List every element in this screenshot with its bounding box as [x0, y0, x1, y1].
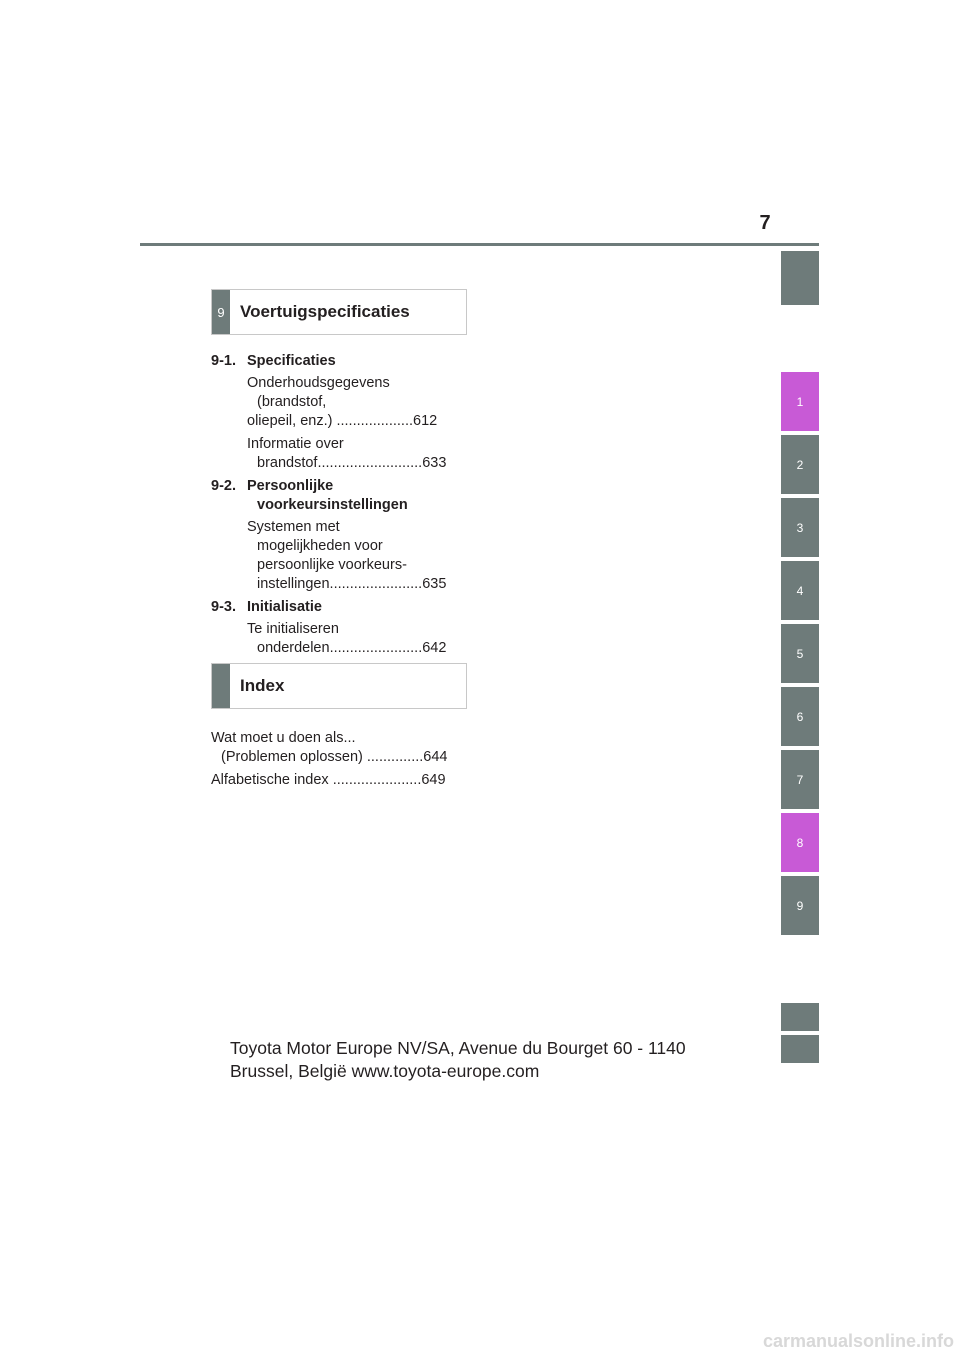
chapter-tab-blank-1[interactable]: [781, 1003, 819, 1031]
toc-entry-problemen[interactable]: Wat moet u doen als... (Problemen oplossen) ..............644: [211, 730, 448, 765]
subsection-9-1[interactable]: 9-1. Specificaties: [211, 353, 336, 369]
index-marker: [212, 664, 230, 708]
index-header[interactable]: [211, 663, 467, 709]
chapter-tab-8[interactable]: 8: [781, 813, 819, 872]
toc-entry-initialiseren[interactable]: Te initialiseren onderdelen.......................642: [247, 621, 447, 656]
toc-entry-alfabetische-index[interactable]: Alfabetische index ......................649: [211, 772, 446, 788]
chapter-tab-2[interactable]: 2: [781, 435, 819, 494]
chapter-tab-6[interactable]: 6: [781, 687, 819, 746]
chapter-tab-blank-top[interactable]: [781, 251, 819, 305]
index-title: Index: [240, 676, 285, 695]
footer-line-1: Toyota Motor Europe NV/SA, Avenue du Bourget 60 - 1140: [230, 1038, 686, 1058]
subsection-9-2[interactable]: 9-2. Persoonlijke: [211, 478, 334, 494]
subsection-9-2-title-cont: voorkeursinstellingen: [257, 497, 408, 513]
section-9-toc: [211, 352, 471, 658]
header-rule: [140, 243, 819, 246]
chapter-tab-blank-2[interactable]: [781, 1035, 819, 1063]
chapter-tab-9[interactable]: 9: [781, 876, 819, 935]
chapter-tab-1[interactable]: 1: [781, 372, 819, 431]
toc-entry-onderhoudsgegevens[interactable]: Onderhoudsgegevens (brandstof, oliepeil, enz.) ...................612: [247, 375, 438, 429]
subsection-9-3[interactable]: 9-3. Initialisatie: [211, 599, 322, 615]
footer-line-2: Brussel, België www.toyota-europe.com: [230, 1061, 540, 1081]
chapter-tab-5[interactable]: 5: [781, 624, 819, 683]
page-number: 7: [759, 212, 771, 234]
watermark: carmanualsonline.info: [762, 1331, 954, 1351]
chapter-tab-4[interactable]: 4: [781, 561, 819, 620]
publisher-footer: [230, 1037, 686, 1083]
section-9-header[interactable]: [211, 289, 467, 335]
chapter-tab-3[interactable]: 3: [781, 498, 819, 557]
toc-entry-informatie-brandstof[interactable]: Informatie over brandstof..........................633: [247, 436, 447, 471]
toc-entry-systemen[interactable]: Systemen met mogelijkheden voor persoonlijke voorkeurs- instellingen.......................635: [247, 519, 447, 592]
section-9-marker: 9: [212, 290, 230, 334]
index-toc: [211, 726, 471, 790]
chapter-tab-7[interactable]: 7: [781, 750, 819, 809]
section-9-title: Voertuigspecificaties: [240, 302, 410, 321]
